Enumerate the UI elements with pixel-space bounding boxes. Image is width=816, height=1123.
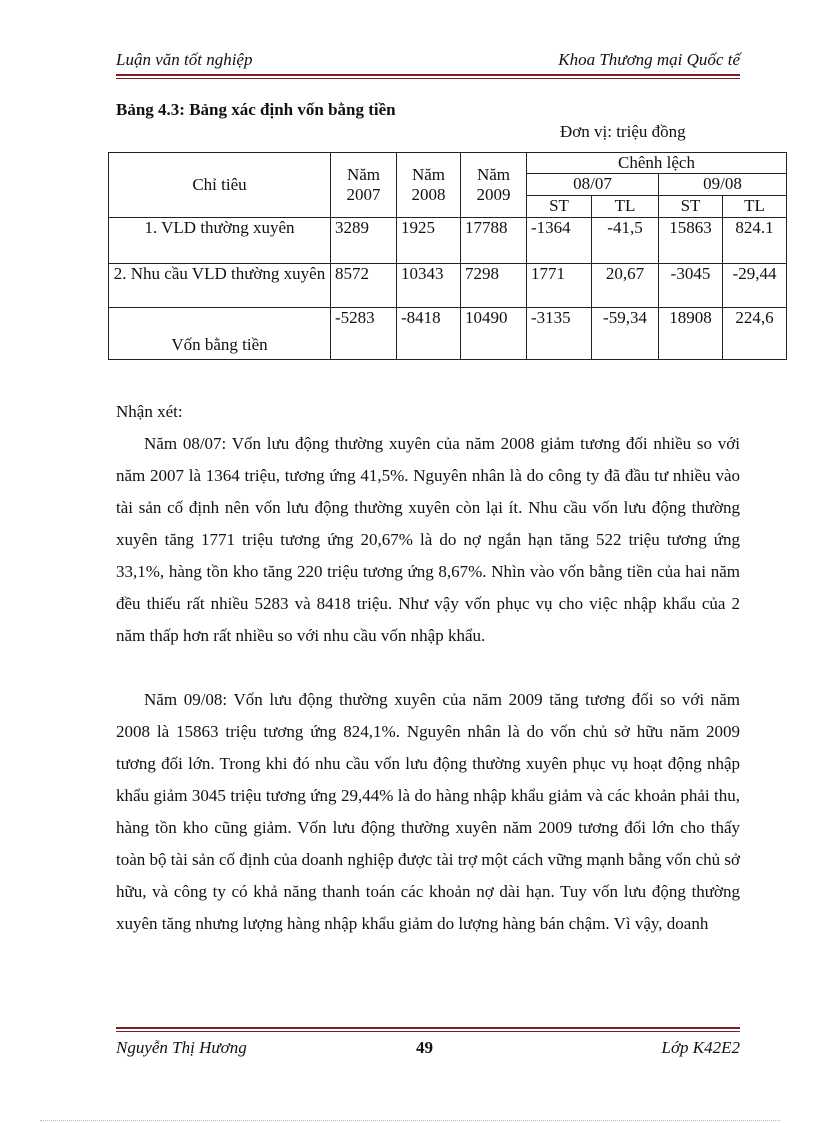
row-label: 1. VLD thường xuyên — [109, 218, 331, 264]
table-cell: -41,5 — [592, 218, 659, 264]
header-tl: TL — [723, 196, 787, 218]
table-caption: Bảng 4.3: Bảng xác định vốn bằng tiền — [116, 100, 396, 119]
header-tl: TL — [592, 196, 659, 218]
table-cell: 8572 — [331, 264, 397, 308]
remarks-title: Nhận xét: — [116, 402, 183, 421]
row-label: Vốn bằng tiền — [109, 308, 331, 360]
table-cell: 224,6 — [723, 308, 787, 360]
table-cell: 7298 — [461, 264, 527, 308]
footer-rule — [116, 1027, 740, 1029]
footer-author: Nguyễn Thị Hương — [116, 1038, 247, 1057]
table-row — [109, 218, 787, 264]
footer-rule-thin — [116, 1031, 740, 1032]
table-cell: -3135 — [527, 308, 592, 360]
table-cell: 15863 — [659, 218, 723, 264]
header-rule-thin — [116, 78, 740, 79]
table-cell: 10490 — [461, 308, 527, 360]
header-rule — [116, 74, 740, 76]
table-cell: 1925 — [397, 218, 461, 264]
header-2008: Năm 2008 — [397, 153, 461, 218]
table-row — [109, 264, 787, 308]
table-cell: -59,34 — [592, 308, 659, 360]
table-cell: -1364 — [527, 218, 592, 264]
unit-label: Đơn vị: triệu đồng — [560, 122, 686, 141]
header-right: Khoa Thương mại Quốc tế — [558, 50, 740, 69]
table-cell: 20,67 — [592, 264, 659, 308]
header-st: ST — [527, 196, 592, 218]
capital-table — [108, 152, 787, 360]
footer-class: Lớp K42E2 — [661, 1038, 740, 1057]
table-row — [109, 308, 787, 360]
header-period-0908: 09/08 — [659, 174, 787, 196]
table-cell: 824.1 — [723, 218, 787, 264]
header-left: Luận văn tốt nghiệp — [116, 50, 253, 69]
table-cell: 18908 — [659, 308, 723, 360]
table-cell: 17788 — [461, 218, 527, 264]
header-2009: Năm 2009 — [461, 153, 527, 218]
header-2007: Năm 2007 — [331, 153, 397, 218]
table-cell: -29,44 — [723, 264, 787, 308]
paragraph-2: Năm 09/08: Vốn lưu động thường xuyên của năm 2009 tăng tương đối so với năm 2008 là 15863 triệu tương ứng 824,1%. Nguyên nhân là do vốn chủ sở hữu năm 2009 tương đối lớn. Trong khi đó nhu cầu vốn lưu động thường xuyên phục vụ hoạt động nhập khẩu giảm 3045 triệu tương ứng 29,44% là do hàng nhập khẩu giảm và các khoản phải thu, hàng tồn kho cũng giảm. Vốn lưu động thường xuyên năm 2009 tương đối lớn cho thấy toàn bộ tài sản cố định của doanh nghiệp được tài trợ một cách vững mạnh bằng vốn chủ sở hữu, và công ty có khả năng thanh toán các khoản nợ dài hạn. Tuy vốn lưu động thường xuyên tăng nhưng lượng hàng nhập khẩu giảm do lượng hàng bán chậm. Vì vậy, doanh — [116, 690, 740, 933]
row-label: 2. Nhu cầu VLD thường xuyên — [109, 264, 331, 308]
page-edge-divider — [40, 1120, 780, 1121]
table-cell: 10343 — [397, 264, 461, 308]
page-number: 49 — [416, 1038, 433, 1057]
paragraph-1: Năm 08/07: Vốn lưu động thường xuyên của năm 2008 giảm tương đối nhiều so với năm 2007 là 1364 triệu, tương ứng 41,5%. Nguyên nhân là do công ty đã đầu tư nhiều vào tài sản cố định nên vốn lưu động thường xuyên còn lại ít. Nhu cầu vốn lưu động thường xuyên tăng 1771 triệu tương ứng 20,67% là do nợ ngắn hạn tăng 522 triệu tương ứng 33,1%, hàng tồn kho tăng 220 triệu tương ứng 8,67%. Nhìn vào vốn bằng tiền của hai năm đều thiếu rất nhiều 5283 và 8418 triệu. Như vậy vốn phục vụ cho việc nhập khẩu của 2 năm thấp hơn rất nhiều so với nhu cầu vốn nhập khẩu. — [116, 434, 740, 645]
table-cell: -8418 — [397, 308, 461, 360]
header-chenh-lech: Chênh lệch — [527, 153, 787, 174]
table-cell: 1771 — [527, 264, 592, 308]
header-period-0807: 08/07 — [527, 174, 659, 196]
table-cell: -3045 — [659, 264, 723, 308]
table-cell: 3289 — [331, 218, 397, 264]
table-cell: -5283 — [331, 308, 397, 360]
header-chitieu: Chỉ tiêu — [109, 153, 331, 218]
header-st: ST — [659, 196, 723, 218]
